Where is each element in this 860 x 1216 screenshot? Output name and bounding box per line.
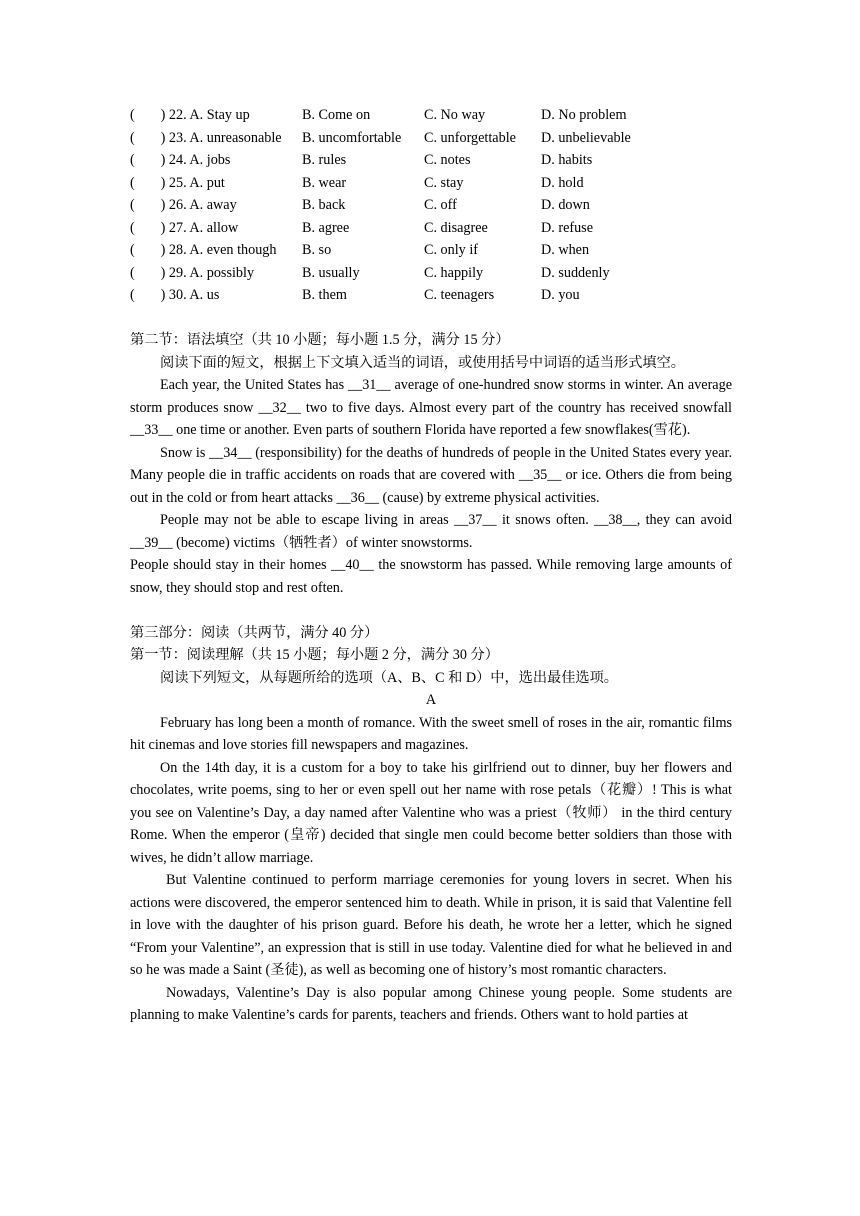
spacer — [130, 599, 732, 622]
option-c: C. teenagers — [424, 287, 495, 303]
option-row — [130, 194, 732, 217]
answer-paren: ( — [130, 197, 135, 213]
option-b: B. back — [302, 197, 346, 213]
answer-options-list — [130, 104, 732, 307]
question-option-a: ) 24. A. jobs — [150, 152, 231, 168]
option-row — [130, 172, 732, 195]
paragraph: Snow is __34__ (responsibility) for the deaths of hundreds of people in the United States every year. Many people die in traffic accidents on roads that are covered with __35__ or ice. Others die from being out in the cold or from heart attacks __36__ (cause) by extreme physical activities. — [130, 444, 732, 506]
paragraph: Nowadays, Valentine’s Day is also popular among Chinese young people. Some students are planning to make Valentine’s cards for parents, teachers and friends. Others want to hold parties at — [130, 984, 732, 1023]
answer-paren: ( — [130, 264, 135, 281]
option-b: B. wear — [302, 174, 347, 191]
passage-label: A — [425, 692, 437, 708]
option-b: B. uncomfortable — [302, 129, 402, 146]
answer-paren: ( — [130, 174, 135, 191]
answer-paren: ( — [130, 107, 135, 123]
option-d: D. habits — [541, 152, 593, 168]
question-option-a: ) 27. A. allow — [150, 219, 239, 236]
option-b: B. usually — [302, 264, 360, 281]
paragraph: But Valentine continued to perform marriage ceremonies for young lovers in secret. When his actions were discovered, the emperor sentenced him to death. While in prison, it is said that Valentine fell in love with the daughter of his prison guard. Before his death, he wrote her a letter, which he signed “From your Valentine”, an expression that is still in use today. Valentine died for what he believed in and so he was made a Saint (圣徒), as well as becoming one of history’s most romantic characters. — [130, 872, 732, 978]
paragraph: Each year, the United States has __31__ average of one-hundred snow storms in winter. An average storm produces snow __32__ two to five days. Almost every part of the country has received snowfall __33__ one time or another. Even parts of southern Florida have reported a few snowflakes(雪花). — [130, 377, 732, 438]
option-c: C. disagree — [424, 219, 488, 236]
option-b: B. Come on — [302, 107, 371, 123]
option-row — [130, 217, 732, 240]
paragraph: February has long been a month of romance. With the sweet smell of roses in the air, romantic films hit cinemas and love stories fill newspapers and magazines. — [130, 714, 732, 753]
option-row — [130, 262, 732, 285]
answer-paren: ( — [130, 219, 135, 236]
option-c: C. stay — [424, 174, 464, 191]
question-option-a: ) 25. A. put — [150, 174, 225, 191]
option-d: D. when — [541, 242, 590, 258]
option-c: C. notes — [424, 152, 471, 168]
option-row — [130, 284, 732, 307]
option-d: D. suddenly — [541, 264, 610, 281]
section-instruction: 阅读下面的短文，根据上下文填入适当的词语，或使用括号中词语的适当形式填空。 — [160, 354, 685, 371]
option-c: C. No way — [424, 107, 486, 123]
paragraph: On the 14th day, it is a custom for a boy to take his girlfriend out to dinner, buy her flowers and chocolates, write poems, sing to her or even spell out her name with rose petals（花瓣）! This is what you see on Valentine’s Day, a day named after Valentine who was a priest（牧师） in the third century Rome. When the emperor (皇帝) decided that single men could become better soldiers than those with wives, he didn’t allow marriage. — [130, 759, 732, 866]
answer-paren: ( — [130, 287, 135, 303]
question-option-a: ) 28. A. even though — [150, 242, 277, 258]
option-d: D. refuse — [541, 219, 593, 236]
option-b: B. agree — [302, 219, 350, 236]
answer-paren: ( — [130, 242, 135, 258]
section-instruction: 阅读下列短文，从每题所给的选项（A、B、C 和 D）中，选出最佳选项。 — [160, 669, 618, 686]
question-option-a: ) 30. A. us — [150, 287, 220, 303]
option-d: D. down — [541, 197, 590, 213]
question-option-a: ) 26. A. away — [150, 197, 237, 213]
spacer — [130, 307, 732, 330]
option-row — [130, 149, 732, 172]
section-heading: 第二节：语法填空（共 10 小题；每小题 1.5 分，满分 15 分） — [130, 332, 510, 348]
paragraph: People should stay in their homes __40__ the snowstorm has passed. While removing large amounts of snow, they should stop and rest often. — [130, 557, 732, 596]
question-option-a: ) 29. A. possibly — [150, 264, 255, 281]
section-heading: 第一节：阅读理解（共 15 小题；每小题 2 分，满分 30 分） — [130, 647, 499, 663]
option-d: D. hold — [541, 174, 584, 191]
option-row — [130, 239, 732, 262]
question-option-a: ) 23. A. unreasonable — [150, 129, 282, 146]
part-heading: 第三部分：阅读（共两节，满分 40 分） — [130, 624, 379, 641]
exam-page — [130, 104, 732, 1027]
option-row — [130, 104, 732, 127]
answer-paren: ( — [130, 129, 135, 146]
option-c: C. off — [424, 197, 457, 213]
answer-paren: ( — [130, 152, 135, 168]
option-c: C. only if — [424, 242, 478, 258]
option-c: C. unforgettable — [424, 129, 516, 146]
option-d: D. No problem — [541, 107, 627, 123]
option-c: C. happily — [424, 264, 484, 281]
option-d: D. you — [541, 287, 580, 303]
option-d: D. unbelievable — [541, 129, 631, 146]
option-b: B. rules — [302, 152, 347, 168]
option-b: B. them — [302, 287, 347, 303]
paragraph: People may not be able to escape living in areas __37__ it snows often. __38__, they can avoid __39__ (become) victims（牺牲者）of winter snowstorms. — [130, 512, 732, 551]
option-b: B. so — [302, 242, 332, 258]
question-option-a: ) 22. A. Stay up — [150, 107, 250, 123]
option-row — [130, 127, 732, 150]
